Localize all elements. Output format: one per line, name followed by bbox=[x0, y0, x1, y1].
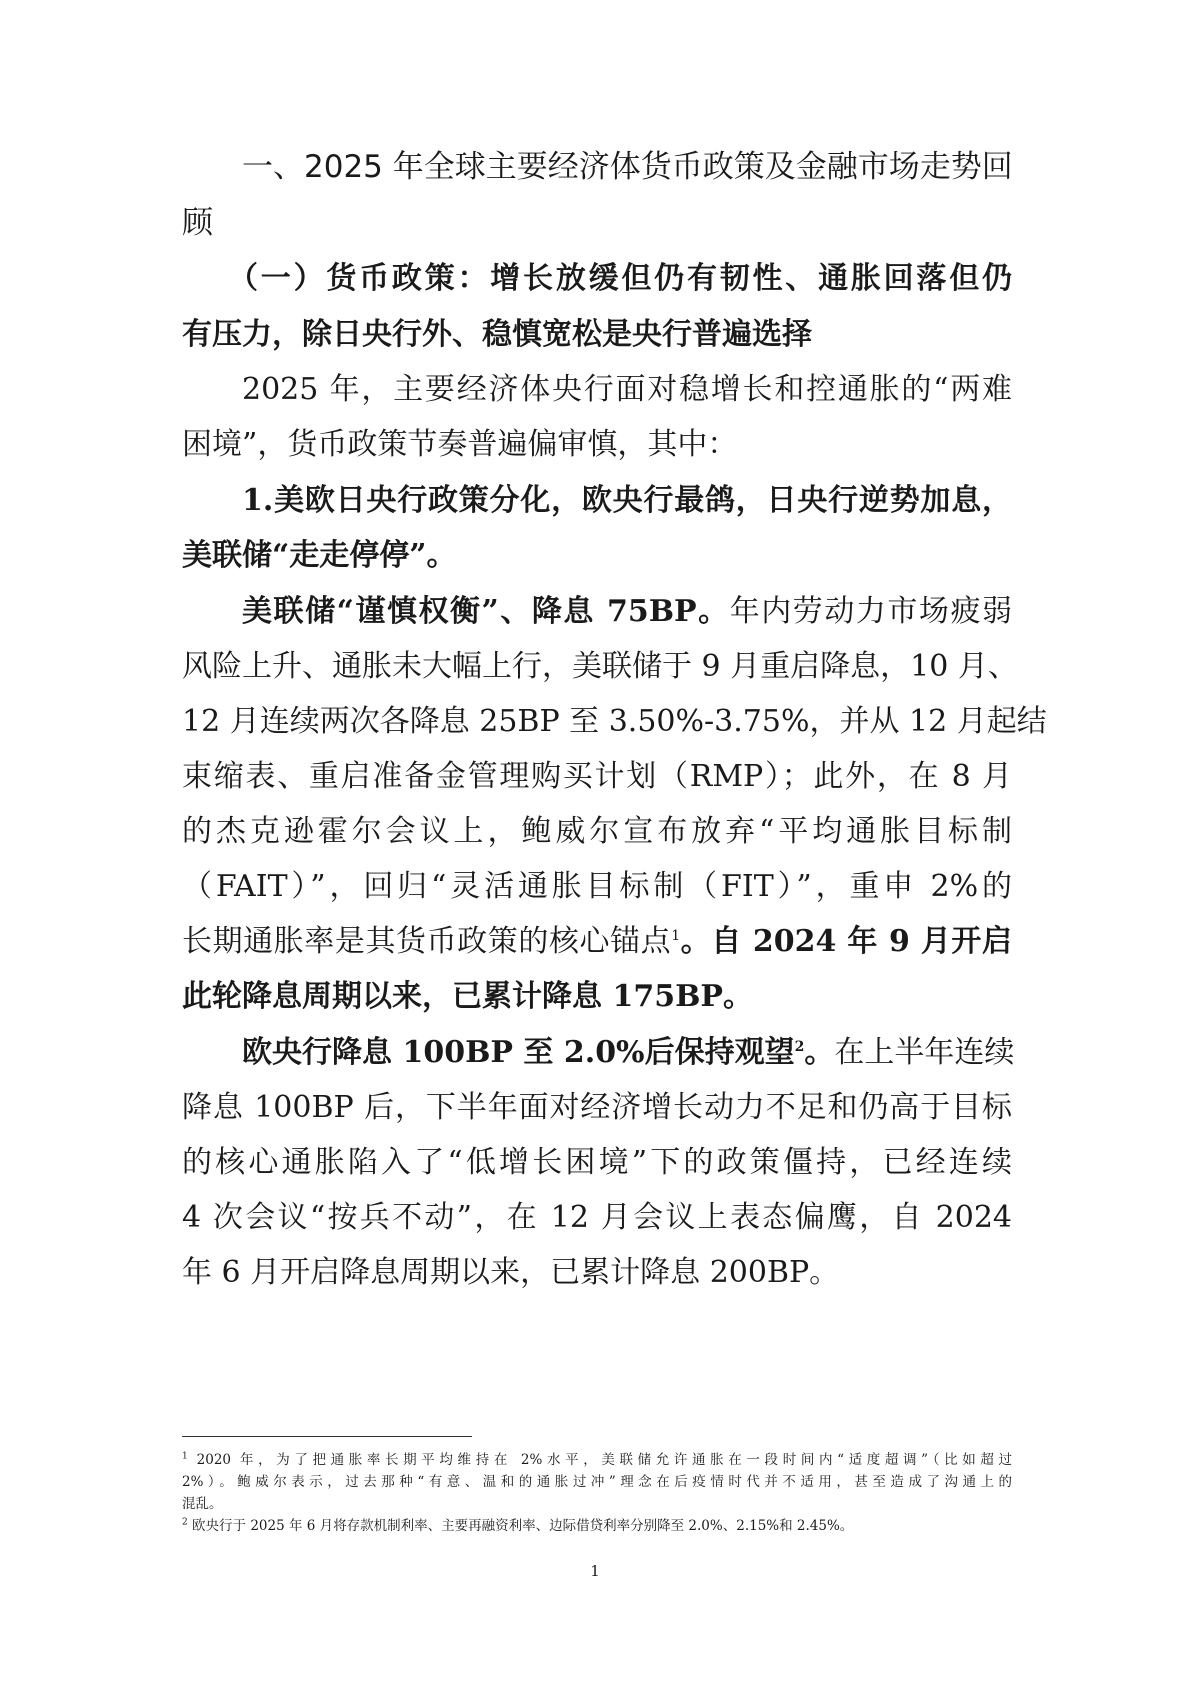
footnote-1-text-1: 2020 年，为了把通胀率长期平均维持在 2%水平，美联储允许通胀在一段时间内“适度超调”（比如超过 bbox=[187, 1452, 1012, 1468]
fed-paragraph-line-2: 风险上升、通胀未大幅上行，美联储于 9 月重启降息，10 月、 bbox=[182, 649, 1018, 684]
fed-paragraph-line-5: 的杰克逊霍尔会议上，鲍威尔宣布放弃“平均通胀目标制 bbox=[182, 814, 1012, 849]
footnote-1-mark: 1 bbox=[182, 1451, 188, 1462]
section-heading-line-2: 顾 bbox=[182, 205, 213, 241]
footnote-2-text-1: 欧央行于 2025 年 6 月将存款机制利率、主要再融资利率、边际借贷利率分别降至 2.0%、2.15%和 2.45%。 bbox=[187, 1518, 854, 1534]
page-number: 1 bbox=[590, 1562, 600, 1580]
footnote-ref-2[interactable]: 2 bbox=[794, 1039, 805, 1055]
ecb-paragraph-lead: 欧央行降息 100BP 至 2.0%后保持观望 bbox=[242, 1035, 795, 1070]
footnote-1-line-2: 2%）。鲍威尔表示，过去那种“有意、温和的通胀过冲”理念在后疫情时代并不适用，甚至造成了沟通上的 bbox=[182, 1474, 1012, 1490]
point1-line-2: 美联储“走走停停”。 bbox=[182, 538, 457, 573]
fed-paragraph-line-7-bold: 。自 2024 年 9 月开启 bbox=[680, 924, 1012, 959]
fed-paragraph-lead: 美联储“谨慎权衡”、降息 75BP。 bbox=[242, 594, 730, 629]
fed-paragraph-line-4: 束缩表、重启准备金管理购买计划（RMP）；此外，在 8 月 bbox=[182, 759, 1012, 794]
ecb-paragraph-line-5: 年 6 月开启降息周期以来，已累计降息 200BP。 bbox=[182, 1255, 840, 1290]
fed-paragraph-line-3: 12 月连续两次各降息 25BP 至 3.50%-3.75%，并从 12 月起结 bbox=[182, 704, 1047, 739]
footnote-1-line-3: 混乱。 bbox=[182, 1496, 223, 1512]
footnote-2-line-1 bbox=[182, 1516, 1012, 1536]
ecb-paragraph-line-1 bbox=[242, 1033, 1015, 1073]
fed-paragraph-line-7 bbox=[182, 922, 1012, 962]
footnote-ref-1[interactable]: 1 bbox=[671, 928, 681, 944]
fed-paragraph-line-6: （FAIT）”，回归“灵活通胀目标制（FIT）”，重申 2%的 bbox=[182, 869, 1012, 904]
ecb-paragraph-line-2: 降息 100BP 后，下半年面对经济增长动力不足和仍高于目标 bbox=[182, 1090, 1012, 1125]
footnote-2-mark: 2 bbox=[182, 1517, 188, 1528]
intro-line-1: 2025 年，主要经济体央行面对稳增长和控通胀的“两难 bbox=[242, 372, 1012, 407]
subheading-line-2: 有压力，除日央行外、稳慎宽松是央行普遍选择 bbox=[182, 317, 812, 352]
fed-paragraph-line-1 bbox=[242, 592, 1012, 632]
fed-paragraph-line-1-text: 年内劳动力市场疲弱 bbox=[729, 594, 1013, 629]
fed-paragraph-line-8: 此轮降息周期以来，已累计降息 175BP。 bbox=[182, 979, 753, 1014]
ecb-paragraph-line-1-text: 在上半年连续 bbox=[834, 1035, 1015, 1070]
ecb-paragraph-line-4: 4 次会议“按兵不动”，在 12 月会议上表态偏鹰，自 2024 bbox=[182, 1200, 1012, 1235]
section-heading-line-1: 一、2025 年全球主要经济体货币政策及金融市场走势回 bbox=[242, 149, 1013, 185]
subheading-line-1: （一）货币政策：增长放缓但仍有韧性、通胀回落但仍 bbox=[228, 261, 1012, 296]
footnote-separator bbox=[182, 1436, 472, 1437]
ecb-paragraph-line-3: 的核心通胀陷入了“低增长困境”下的政策僵持，已经连续 bbox=[182, 1145, 1012, 1180]
footnote-1-line-1 bbox=[182, 1450, 1012, 1470]
point1-line-1: 1.美欧日央行政策分化，欧央行最鸽，日央行逆势加息， bbox=[242, 483, 1012, 518]
fed-paragraph-line-7-text: 长期通胀率是其货币政策的核心锚点 bbox=[182, 924, 672, 959]
ecb-paragraph-lead-end: 。 bbox=[804, 1035, 835, 1070]
intro-line-2: 困境”，货币政策节奏普遍偏审慎，其中： bbox=[182, 427, 738, 462]
